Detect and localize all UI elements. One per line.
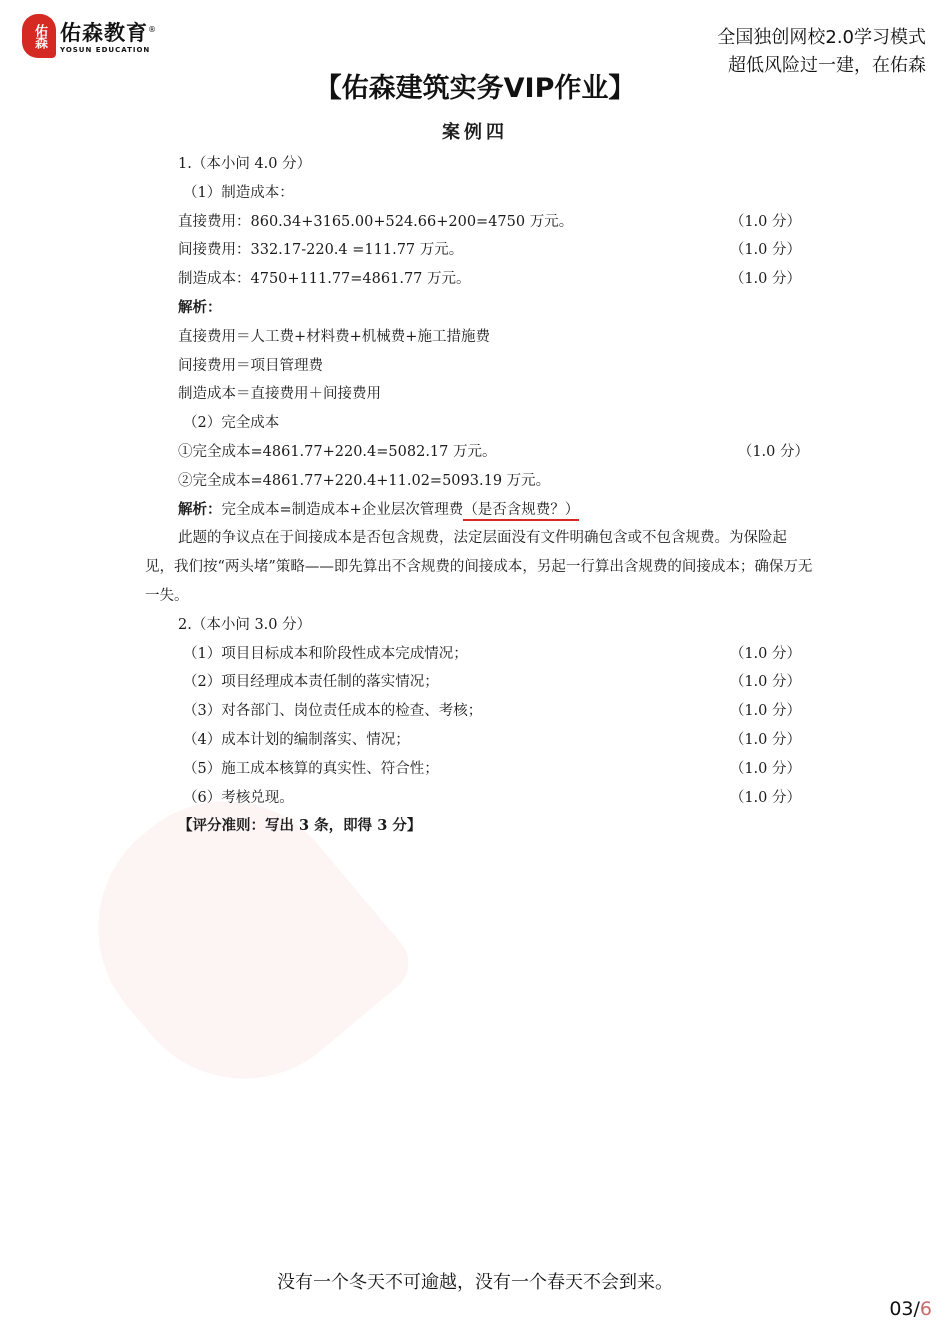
analysis2-text: 完全成本=制造成本+企业层次管理费	[221, 501, 464, 518]
score-label: （1.0 分）	[737, 443, 809, 460]
q2-item: （5）施工成本核算的真实性、符合性； （1.0 分）	[145, 755, 813, 784]
logo-english: YOSUN EDUCATION	[60, 46, 151, 54]
q2-item: （6）考核兑现。 （1.0 分）	[145, 784, 813, 813]
slogan-line-2: 超低风险过一建，在佑森	[728, 55, 926, 76]
score-label: （1.0 分）	[729, 760, 801, 777]
logo-mark-icon: 佑森	[22, 14, 56, 58]
slogan-line-1: 全国独创网校2.0学习模式	[717, 27, 926, 48]
q2-item: （1）项目目标成本和阶段性成本完成情况； （1.0 分）	[145, 640, 813, 669]
q2-item: （4）成本计划的编制落实、情况； （1.0 分）	[145, 726, 813, 755]
scoring-rule: 【评分准则：写出 3 条，即得 3 分】	[178, 817, 422, 835]
answer-content	[145, 150, 813, 841]
q1-sub2: （2）完全成本	[183, 415, 280, 432]
dispute-paragraph: 此题的争议点在于间接成本是否包含规费，法定层面没有文件明确包含或不包含规费。为保险起见，我们按“两头堵”策略——即先算出不含规费的间接成本，另起一行算出含规费的间接成本；确保万无一失。	[145, 530, 813, 604]
score-label: （1.0 分）	[729, 674, 801, 691]
q2-item: （2）项目经理成本责任制的落实情况； （1.0 分）	[145, 668, 813, 697]
analysis2-note: （是否含规费？）	[463, 502, 579, 521]
document-title: 【佑森建筑实务VIP作业】	[314, 73, 636, 104]
analysis2	[145, 496, 813, 525]
logo-text	[60, 18, 157, 54]
brand-logo	[22, 14, 157, 58]
q1-sub1: （1）制造成本：	[183, 184, 294, 201]
score-label: （1.0 分）	[729, 213, 801, 230]
logo-name: 佑森教育®	[60, 21, 157, 45]
score-label: （1.0 分）	[729, 271, 801, 288]
analysis-label: 解析：	[178, 298, 222, 316]
q1-row: 间接费用：332.17-220.4 =111.77 万元。 （1.0 分）	[145, 236, 813, 265]
q1-row2: ②完全成本=4861.77+220.4+11.02=5093.19 万元。	[178, 472, 551, 489]
score-label: （1.0 分）	[729, 731, 801, 748]
page-number: 03/6	[889, 1298, 932, 1320]
score-label: （1.0 分）	[729, 645, 801, 662]
q1-row: 直接费用：860.34+3165.00+524.66+200=4750 万元。 （1.0 分）	[145, 208, 813, 237]
analysis2-label: 解析：	[178, 500, 222, 518]
analysis-line: 直接费用＝人工费+材料费+机械费+施工措施费	[178, 328, 490, 345]
case-title: 案例四	[442, 122, 508, 143]
analysis-line: 制造成本＝直接费用＋间接费用	[178, 386, 381, 403]
score-label: （1.0 分）	[729, 703, 801, 720]
q1-row: 制造成本：4750+111.77=4861.77 万元。 （1.0 分）	[145, 265, 813, 294]
score-label: （1.0 分）	[729, 242, 801, 259]
score-label: （1.0 分）	[729, 789, 801, 806]
footer-motto: 没有一个冬天不可逾越，没有一个春天不会到来。	[277, 1272, 673, 1293]
q2-item: （3）对各部门、岗位责任成本的检查、考核； （1.0 分）	[145, 697, 813, 726]
q1-row2: ①完全成本=4861.77+220.4=5082.17 万元。 （1.0 分）	[145, 438, 813, 467]
q1-heading: 1.（本小问 4.0 分）	[178, 156, 312, 172]
q2-heading: 2.（本小问 3.0 分）	[178, 616, 312, 633]
analysis-line: 间接费用＝项目管理费	[178, 357, 323, 374]
